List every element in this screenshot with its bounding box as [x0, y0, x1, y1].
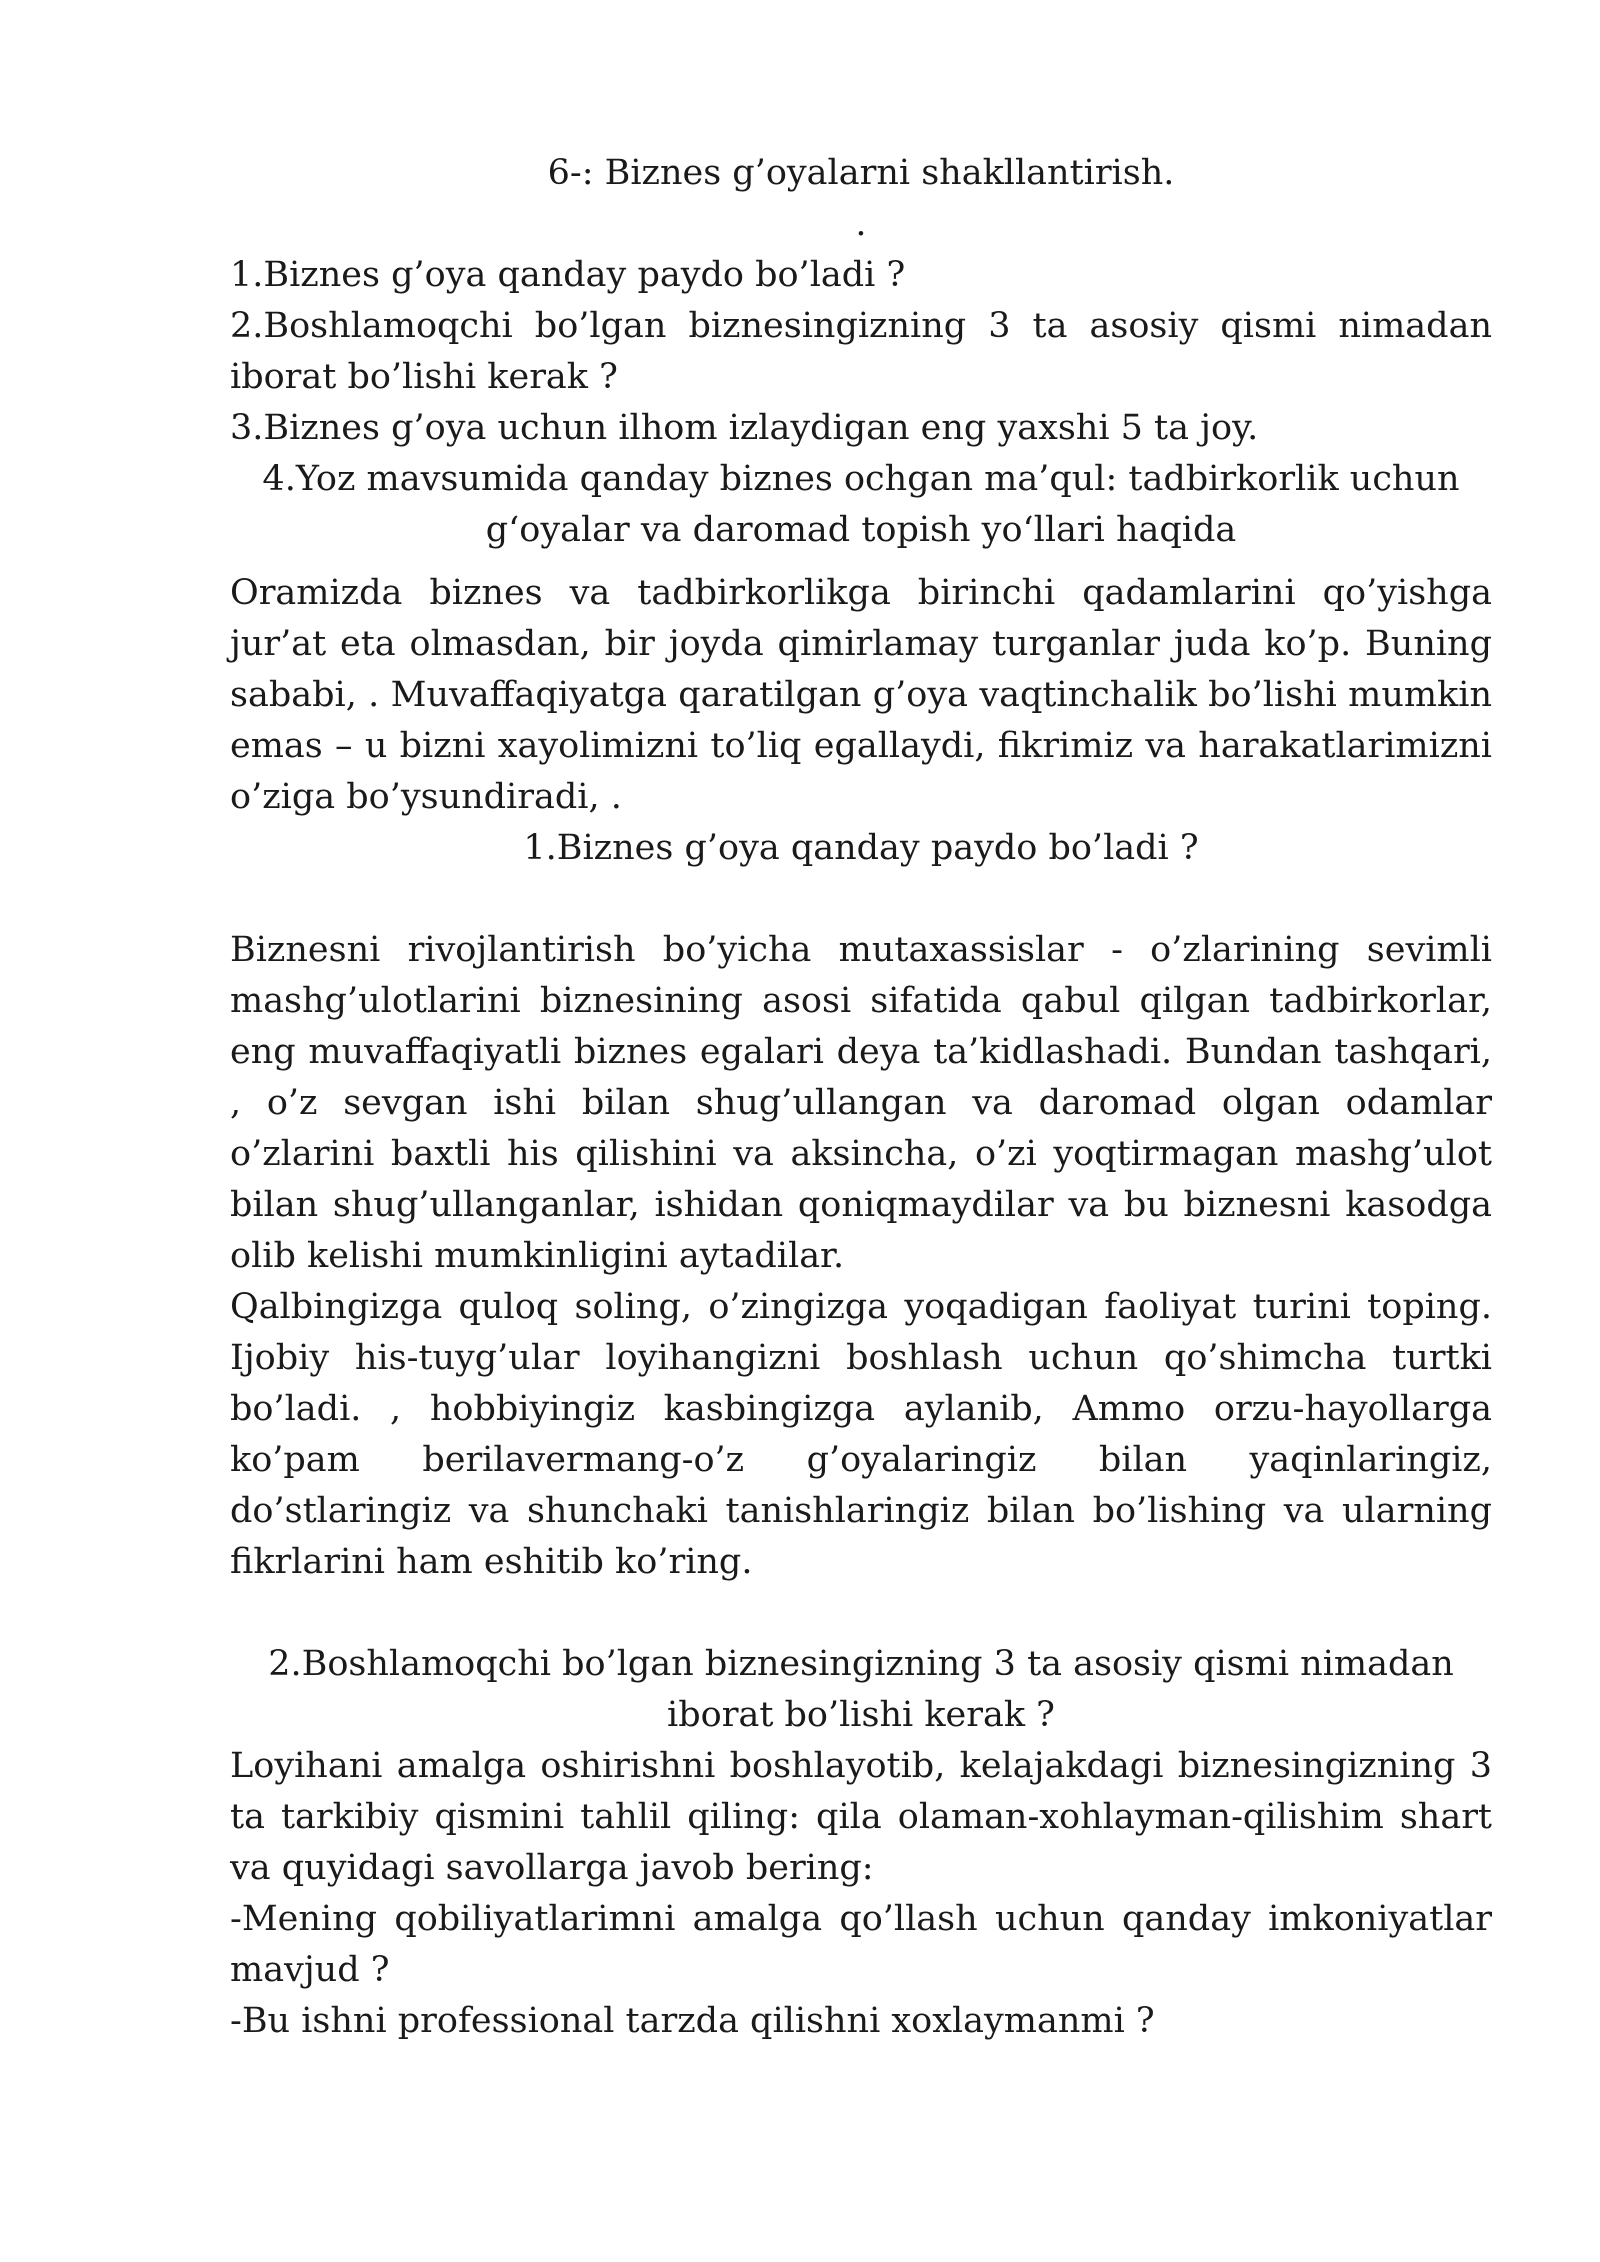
spacer	[230, 556, 1492, 568]
body-paragraph: Biznesni rivojlantirish bo’yicha mutaxassislar - o’zlarining sevimli mashg’ulotlarini biznesining asosi sifatida qabul qilgan tadbirkorlar, eng muvaffaqiyatli biznes egalari deya ta’kidlashadi. Bundan tashqari, , o’z sevgan ishi bilan shug’ullangan va daromad olgan odamlar o’zlarini baxtli his qilishini va aksincha, o’zi yoqtirmagan mashg’ulot bilan shug’ullanganlar, ishidan qoniqmaydilar va bu biznesni kasodga olib kelishi mumkinligini aytadilar.	[230, 930, 1492, 1276]
section-heading: 2.Boshlamoqchi bo’lgan biznesingizning 3 ta asosiy qismi nimadan iborat bo’lishi kerak ?	[268, 1644, 1454, 1735]
body-paragraph: Qalbingizga quloq soling, o’zingizga yoqadigan faoliyat turini toping. Ijobiy his-tuyg’ular loyihangizni boshlash uchun qo’shimcha turtki bo’ladi. , hobbiyingiz kasbingizga aylanib, Ammo orzu-hayollarga ko’pam berilavermang-o’z g’oyalaringiz bilan yaqinlaringiz, do’stlaringiz va shunchaki tanishlaringiz bilan bo’lishing va ularning fikrlarini ham eshitib ko’ring.	[230, 1287, 1492, 1582]
page-title: 6-: Biznes g’oyalarni shakllantirish.	[547, 153, 1175, 193]
question-item-centered: 4.Yoz mavsumida qanday biznes ochgan ma’qul: tadbirkorlik uchun g‘oyalar va daromad topish yo‘llari haqida	[262, 459, 1460, 550]
spacer	[230, 874, 1492, 925]
question-item: 3.Biznes g’oya uchun ilhom izlaydigan eng yaxshi 5 ta joy.	[230, 408, 1259, 448]
spacer	[230, 1588, 1492, 1639]
list-item: -Bu ishni professional tarzda qilishni xoxlaymanmi ?	[230, 2001, 1155, 2041]
section-heading: 1.Biznes g’oya qanday paydo bo’ladi ?	[523, 828, 1199, 868]
question-item: 1.Biznes g’oya qanday paydo bo’ladi ?	[230, 255, 906, 295]
list-item: -Mening qobiliyatlarimni amalga qo’llash uchun qanday imkoniyatlar mavjud ?	[230, 1899, 1492, 1990]
question-item: 2.Boshlamoqchi bo’lgan biznesingizning 3 ta asosiy qismi nimadan iborat bo’lishi kerak ?	[230, 306, 1492, 397]
body-paragraph: Loyihani amalga oshirishni boshlayotib, kelajakdagi biznesingizning 3 ta tarkibiy qismini tahlil qiling: qila olaman-xohlayman-qilishim shart va quyidagi savollarga javob bering:	[230, 1746, 1492, 1888]
document-body	[230, 148, 1492, 2047]
title-dot: .	[855, 204, 867, 244]
intro-paragraph: Oramizda biznes va tadbirkorlikga birinchi qadamlarini qo’yishga jur’at eta olmasdan, bir joyda qimirlamay turganlar juda ko’p. Buning sababi, . Muvaffaqiyatga qaratilgan g’oya vaqtinchalik bo’lishi mumkin emas – u bizni xayolimizni to’liq egallaydi, fikrimiz va harakatlarimizni o’ziga bo’ysundiradi, .	[230, 573, 1492, 817]
